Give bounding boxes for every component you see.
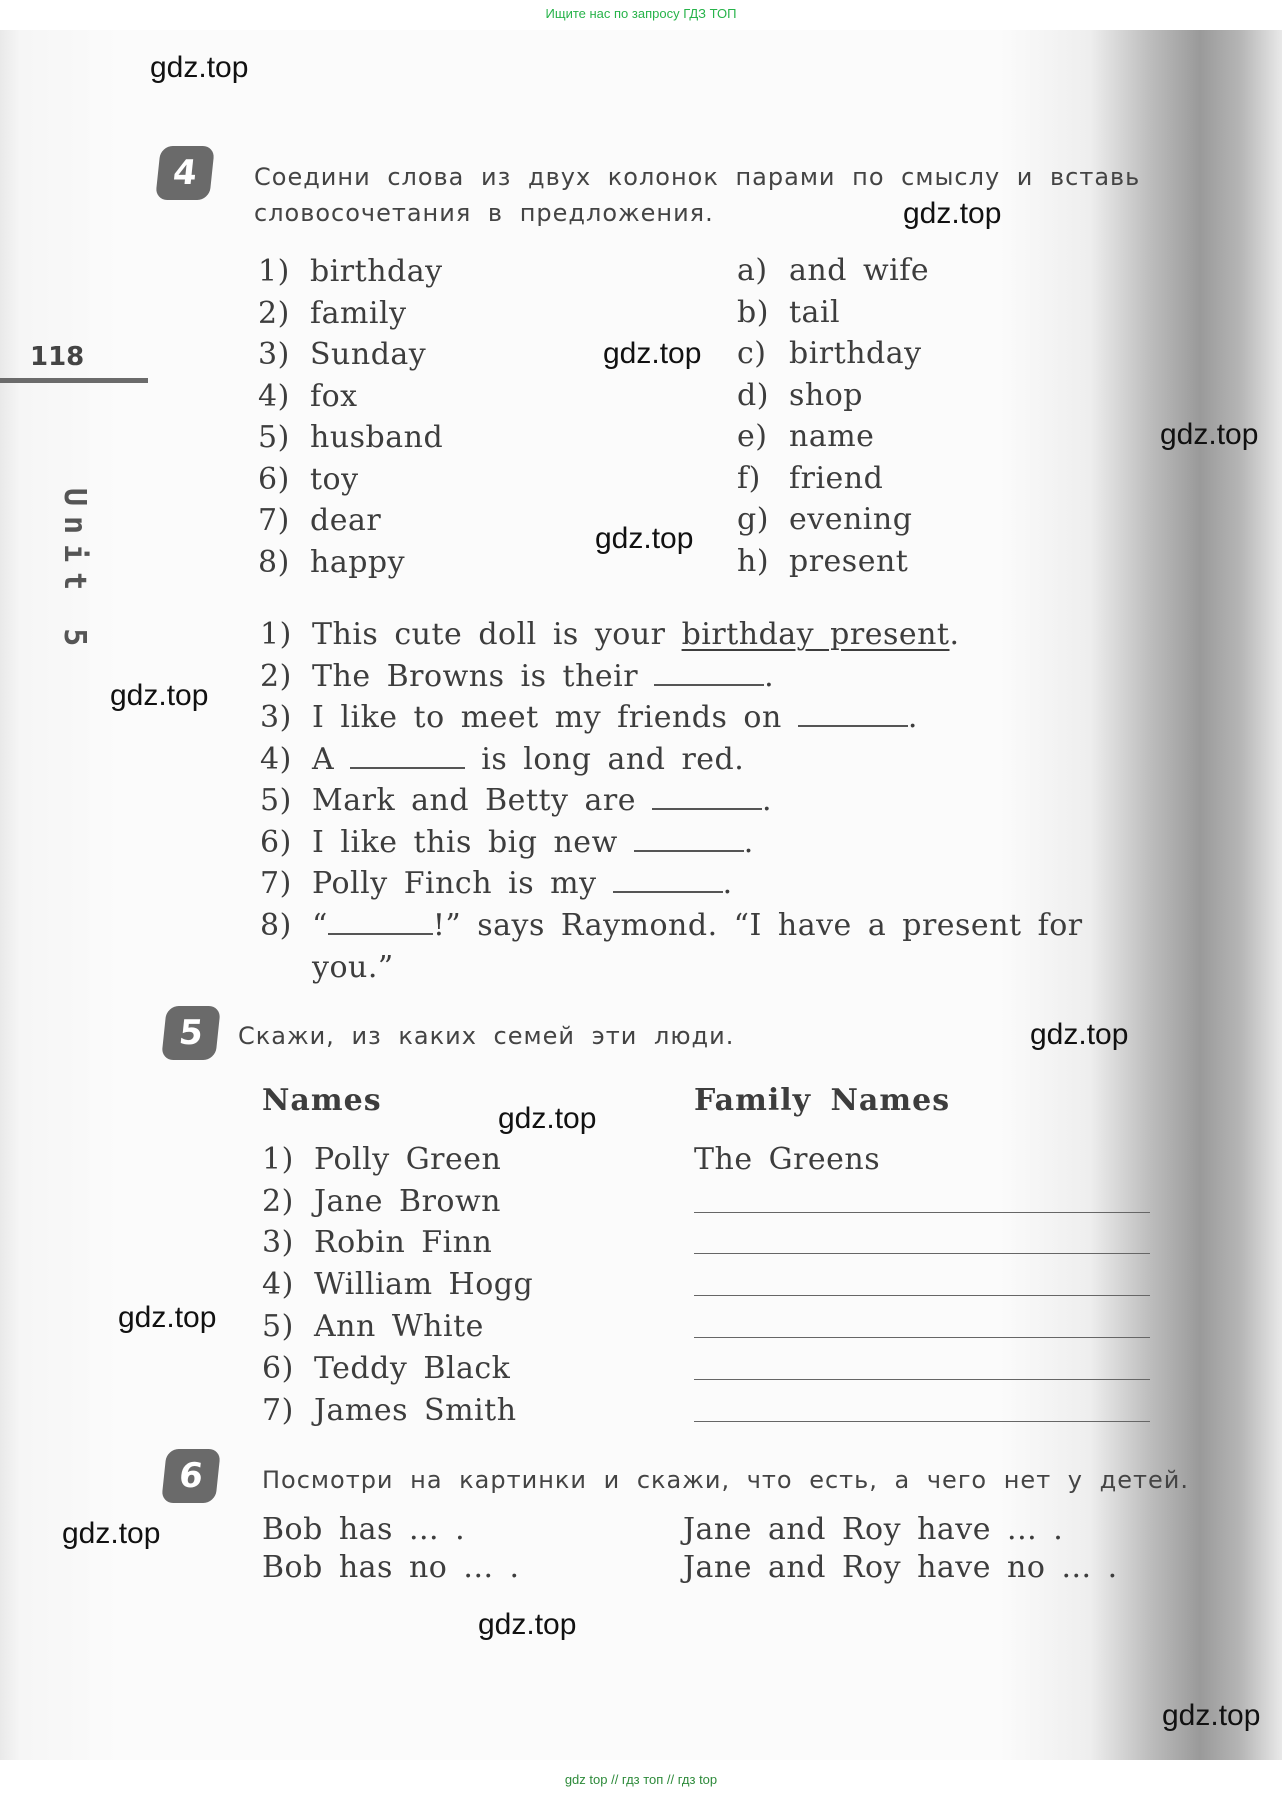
exercise-5-badge: 5 bbox=[161, 1006, 221, 1060]
watermark: gdz.top bbox=[62, 1517, 161, 1550]
name-row-1: 1) Polly Green bbox=[262, 1142, 502, 1177]
sentence-1: 1) This cute doll is your birthday present. bbox=[260, 617, 960, 652]
left-item-3: 3) Sunday bbox=[258, 337, 427, 372]
watermark: gdz.top bbox=[1160, 418, 1259, 451]
family-row-1: The Greens bbox=[694, 1142, 881, 1177]
right-item-h: h) present bbox=[737, 544, 909, 579]
left-item-8: 8) happy bbox=[258, 545, 406, 580]
sentence-7-blank[interactable] bbox=[613, 871, 723, 893]
right-item-g: g) evening bbox=[737, 502, 913, 537]
sentence-5: 5) Mark and Betty are . bbox=[260, 783, 773, 818]
sentence-8-continuation: you.” bbox=[312, 950, 394, 985]
name-row-5: 5) Ann White bbox=[262, 1309, 484, 1344]
bob-has: Bob has ... . bbox=[262, 1512, 466, 1547]
jane-roy-have: Jane and Roy have ... . bbox=[683, 1512, 1064, 1547]
name-row-6: 6) Teddy Black bbox=[262, 1351, 511, 1386]
footer-note: gdz top // гдз топ // гдз top bbox=[564, 1772, 718, 1787]
watermark: gdz.top bbox=[1162, 1699, 1261, 1732]
page-number: 118 bbox=[30, 342, 85, 372]
family-answer-line-5[interactable] bbox=[694, 1337, 1150, 1338]
left-item-6: 6) toy bbox=[258, 462, 359, 497]
family-answer-line-7[interactable] bbox=[694, 1421, 1150, 1422]
watermark: gdz.top bbox=[150, 51, 249, 84]
left-item-5: 5) husband bbox=[258, 420, 444, 455]
sentence-8-blank[interactable] bbox=[328, 913, 433, 935]
left-item-2: 2) family bbox=[258, 296, 407, 331]
col-header-names: Names bbox=[262, 1083, 382, 1118]
unit-label: Unit 5 bbox=[57, 488, 92, 657]
sentence-4-blank[interactable] bbox=[350, 747, 465, 769]
right-item-f: f) friend bbox=[737, 461, 884, 496]
left-item-7: 7) dear bbox=[258, 503, 382, 538]
watermark: gdz.top bbox=[903, 197, 1002, 230]
exercise-4-badge: 4 bbox=[155, 146, 215, 200]
right-item-c: c) birthday bbox=[737, 336, 922, 371]
sentence-3-blank[interactable] bbox=[798, 705, 908, 727]
sentence-7: 7) Polly Finch is my . bbox=[260, 866, 733, 901]
exercise-4-instruction-line2: словосочетания в предложения. bbox=[254, 199, 714, 227]
bob-has-no: Bob has no ... . bbox=[262, 1550, 520, 1585]
family-answer-line-3[interactable] bbox=[694, 1253, 1150, 1254]
family-answer-line-4[interactable] bbox=[694, 1295, 1150, 1296]
right-item-d: d) shop bbox=[737, 378, 863, 413]
right-item-a: a) and wife bbox=[737, 253, 930, 288]
name-row-7: 7) James Smith bbox=[262, 1393, 517, 1428]
watermark: gdz.top bbox=[603, 337, 702, 370]
col-header-family-names: Family Names bbox=[694, 1083, 951, 1118]
right-item-b: b) tail bbox=[737, 295, 841, 330]
page-number-rule bbox=[0, 378, 148, 383]
exercise-4-instruction-line1: Соедини слова из двух колонок парами по смыслу и вставь bbox=[254, 163, 1141, 191]
family-answer-line-6[interactable] bbox=[694, 1379, 1150, 1380]
watermark: gdz.top bbox=[118, 1301, 217, 1334]
jane-roy-have-no: Jane and Roy have no ... . bbox=[683, 1550, 1118, 1585]
family-answer-line-2[interactable] bbox=[694, 1212, 1150, 1213]
sentence-1-answer: birthday present bbox=[681, 617, 950, 652]
left-item-1: 1) birthday bbox=[258, 254, 443, 289]
name-row-2: 2) Jane Brown bbox=[262, 1184, 501, 1219]
watermark: gdz.top bbox=[478, 1608, 577, 1641]
right-item-e: e) name bbox=[737, 419, 875, 454]
watermark: gdz.top bbox=[595, 522, 694, 555]
sentence-6: 6) I like this big new . bbox=[260, 825, 754, 860]
name-row-4: 4) William Hogg bbox=[262, 1267, 534, 1302]
sentence-2-blank[interactable] bbox=[654, 664, 764, 686]
sentence-8: 8) “ !” says Raymond. “I have a present for bbox=[260, 908, 1083, 943]
name-row-3: 3) Robin Finn bbox=[262, 1225, 493, 1260]
header-search-note: Ищите нас по запросу ГДЗ ТОП bbox=[545, 6, 737, 21]
sentence-6-blank[interactable] bbox=[634, 830, 744, 852]
watermark: gdz.top bbox=[1030, 1018, 1129, 1051]
watermark: gdz.top bbox=[498, 1102, 597, 1135]
sentence-5-blank[interactable] bbox=[652, 788, 762, 810]
exercise-5-instruction: Скажи, из каких семей эти люди. bbox=[238, 1022, 735, 1050]
exercise-6-instruction: Посмотри на картинки и скажи, что есть, а чего нет у детей. bbox=[262, 1466, 1189, 1494]
sentence-4: 4) A is long and red. bbox=[260, 742, 745, 777]
sentence-2: 2) The Browns is their . bbox=[260, 659, 775, 694]
left-item-4: 4) fox bbox=[258, 379, 358, 414]
watermark: gdz.top bbox=[110, 679, 209, 712]
exercise-6-badge: 6 bbox=[161, 1449, 221, 1503]
sentence-3: 3) I like to meet my friends on . bbox=[260, 700, 918, 735]
